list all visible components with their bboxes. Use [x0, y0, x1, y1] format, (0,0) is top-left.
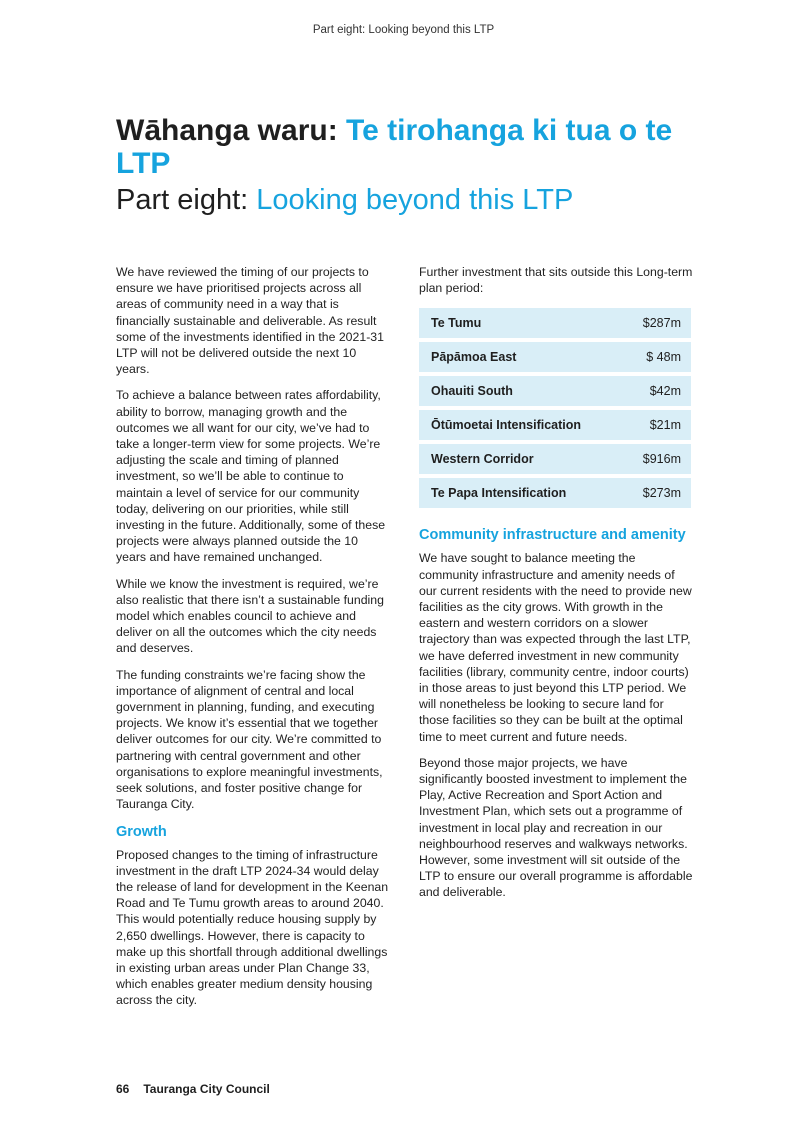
title-maori — [116, 114, 716, 180]
investment-row — [419, 308, 691, 338]
organisation-name: Tauranga City Council — [143, 1082, 270, 1096]
investment-row — [419, 444, 691, 474]
title-block — [116, 114, 716, 219]
investment-row — [419, 410, 691, 440]
page-number: 66 — [116, 1082, 130, 1096]
title-maori-accent: Te tirohanga ki tua o te LTP — [116, 114, 673, 180]
running-header: Part eight: Looking beyond this LTP — [312, 24, 495, 36]
title-english-accent: Looking beyond this LTP — [256, 184, 574, 216]
paragraph-funding-model: While we know the investment is required, we’re also realistic that there isn’t a sustainable funding model which enables council to achieve and deliver on all the outcomes which the city needs and deserves. — [116, 576, 384, 656]
investment-amount: $287m — [642, 316, 681, 331]
investment-intro: Further investment that sits outside this Long-term plan period: — [419, 265, 693, 296]
community-heading: Community infrastructure and amenity — [419, 527, 686, 544]
investment-name: Te Papa Intensification — [431, 486, 567, 501]
investment-row — [419, 478, 691, 508]
paragraph-review-timing: We have reviewed the timing of our projects to ensure we have prioritised projects across all areas of community need in a way that is financially sustainable and deliverable. As result some of the investments identified in the 2021-31 LTP will not be delivered outside the next 10 years. — [116, 265, 384, 377]
investment-row — [419, 342, 691, 372]
investment-name: Ohauiti South — [431, 384, 513, 399]
investment-name: Western Corridor — [431, 452, 534, 467]
left-column — [116, 264, 391, 1019]
page-footer — [116, 1082, 270, 1096]
title-english-prefix: Part eight: — [116, 184, 257, 216]
investment-row — [419, 376, 691, 406]
paragraph-growth: Proposed changes to the timing of infrastructure investment in the draft LTP 2024-34 would delay the release of land for development in the Keenan Road and Te Tumu growth areas to around 2040. This would potentially reduce housing supply by 2,650 dwellings. However, there is capacity to make up this shortfall through additional dwellings in existing urban areas under Plan Change 33, which enables greater medium density housing across the city. — [116, 847, 389, 1008]
investment-name: Pāpāmoa East — [431, 350, 517, 365]
investment-name: Ōtūmoetai Intensification — [431, 418, 582, 433]
paragraph-play-plan: Beyond those major projects, we have significantly boosted investment to implement the Play, Active Recreation and Sport Action and Investment Plan, which sets out a programme of investment in local play and recreation in our neighbourhood reserves and walkways networks. However, some investment will sit outside of the LTP to ensure our overall programme is affordable and deliverable. — [419, 755, 693, 900]
paragraph-balance: To achieve a balance between rates affordability, ability to borrow, managing growth and the outcomes we all want for our city, we’ve had to take a longer-term view for some projects. We’re adjusting the scale and timing of planned investment, so we’ll be able to continue to maintain a level of service for our community today, delivering on our priorities, while still investing in the future. Additionally, some of these projects were always planned outside the 10 years and have remained unchanged. — [116, 388, 386, 565]
investment-amount: $ 48m — [646, 350, 681, 365]
title-maori-prefix: Wāhanga waru: — [116, 114, 347, 147]
investment-amount: $21m — [649, 418, 681, 433]
growth-heading: Growth — [116, 823, 167, 840]
investment-amount: $916m — [642, 452, 681, 467]
right-column — [419, 264, 694, 911]
title-english — [116, 181, 716, 219]
paragraph-community-needs: We have sought to balance meeting the community infrastructure and amenity needs of our current residents with the need to provide new facilities as the city grows. With growth in the eastern and western corridors on a slower trajectory than was expected through the last LTP, we have deferred investment in new community facilities (library, community centre, indoor courts) in those areas to just beyond this LTP period. We will nonetheless be looking to secure land for those facilities so they can be built at the optimal time to meet current and future needs. — [419, 551, 692, 744]
investment-amount: $42m — [649, 384, 681, 399]
investment-name: Te Tumu — [431, 316, 482, 331]
investment-amount: $273m — [642, 486, 681, 501]
paragraph-funding-constraints: The funding constraints we’re facing show the importance of alignment of central and local government in planning, funding, and executing projects. We know it’s essential that we together deliver outcomes for our city. We’re committed to partnering with central government and other organisations to explore meaningful investments, seek solutions, and foster positive change for Tauranga City. — [116, 667, 383, 812]
investment-table — [419, 308, 691, 508]
